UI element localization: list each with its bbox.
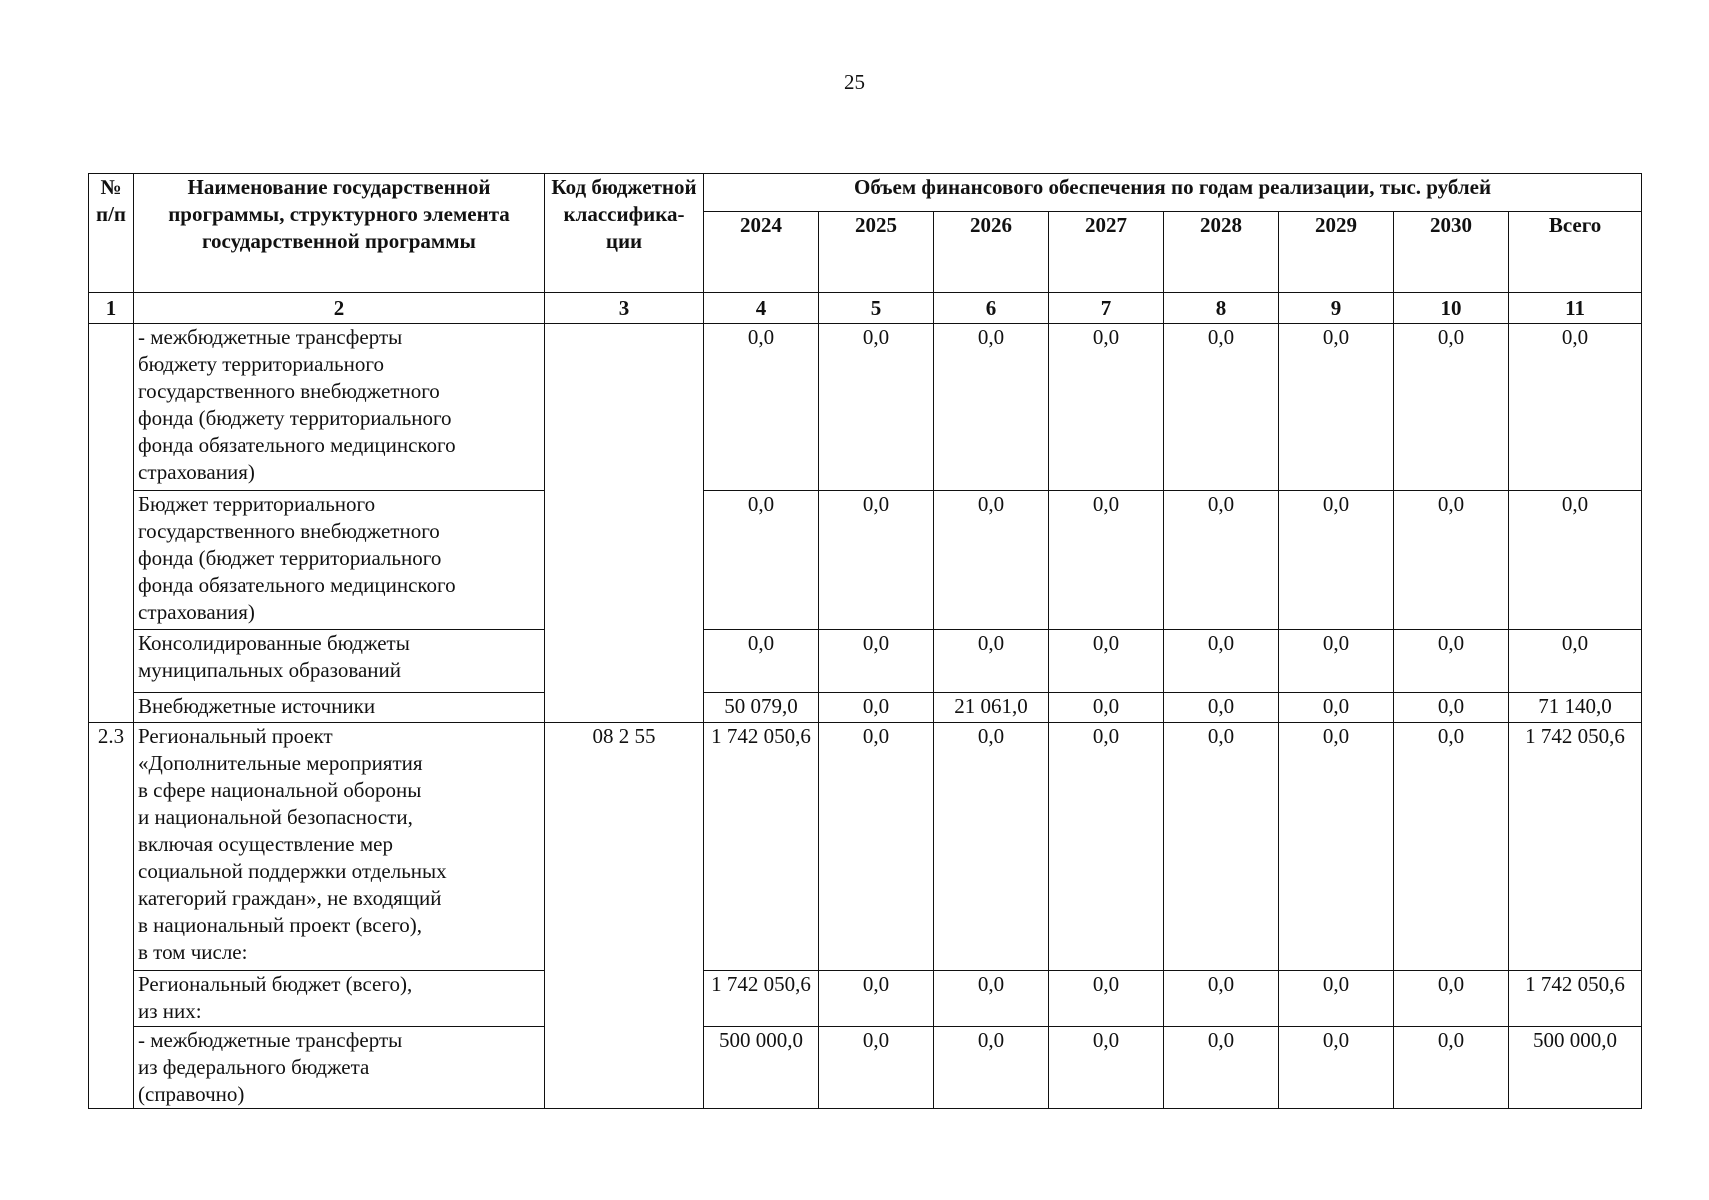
budget-table	[88, 173, 1642, 1109]
value-cell: 0,0	[1279, 491, 1394, 630]
value-cell: 0,0	[1394, 491, 1509, 630]
value-cell: 50 079,0	[704, 693, 819, 723]
value-cell: 0,0	[934, 723, 1049, 971]
value-cell: 0,0	[1164, 491, 1279, 630]
column-number: 11	[1509, 293, 1642, 324]
column-numbers-row	[89, 293, 1642, 324]
value-total-cell: 1 742 050,6	[1509, 723, 1642, 971]
value-cell: 0,0	[1394, 723, 1509, 971]
page-number: 25	[844, 70, 865, 94]
header-code: Код бюджетной классифика-ции	[545, 174, 704, 293]
value-cell: 0,0	[819, 491, 934, 630]
value-cell: 0,0	[1164, 971, 1279, 1027]
header-year: 2030	[1394, 212, 1509, 293]
value-cell: 0,0	[1279, 630, 1394, 693]
row-number-cell	[89, 324, 134, 723]
value-cell: 0,0	[1394, 630, 1509, 693]
header-volume: Объем финансового обеспечения по годам реализации, тыс. рублей	[704, 174, 1642, 212]
table-row	[89, 324, 1642, 491]
header-year: 2025	[819, 212, 934, 293]
row-code-cell	[545, 324, 704, 723]
header-name: Наименование государственной программы, структурного элемента государственной программы	[134, 174, 545, 293]
header-year: 2027	[1049, 212, 1164, 293]
value-cell: 0,0	[934, 491, 1049, 630]
row-name: Бюджет территориального государственного внебюджетного фонда (бюджет территориального фонда обязательного медицинского страхования)	[134, 491, 545, 630]
value-cell: 0,0	[819, 723, 934, 971]
column-number: 6	[934, 293, 1049, 324]
header-total: Всего	[1509, 212, 1642, 293]
value-cell: 1 742 050,6	[704, 971, 819, 1027]
value-total-cell: 500 000,0	[1509, 1027, 1642, 1109]
row-name: - межбюджетные трансферты из федерального бюджета (справочно)	[134, 1027, 545, 1109]
value-cell: 0,0	[1164, 693, 1279, 723]
value-cell: 0,0	[1279, 693, 1394, 723]
value-cell: 0,0	[819, 693, 934, 723]
value-cell: 0,0	[704, 630, 819, 693]
column-number: 5	[819, 293, 934, 324]
value-cell: 0,0	[1164, 723, 1279, 971]
column-number: 8	[1164, 293, 1279, 324]
value-cell: 0,0	[1279, 324, 1394, 491]
column-number: 7	[1049, 293, 1164, 324]
column-number: 4	[704, 293, 819, 324]
value-total-cell: 0,0	[1509, 324, 1642, 491]
value-cell: 0,0	[934, 630, 1049, 693]
value-cell: 0,0	[1279, 971, 1394, 1027]
column-number: 2	[134, 293, 545, 324]
column-number: 3	[545, 293, 704, 324]
value-cell: 0,0	[1279, 723, 1394, 971]
value-cell: 0,0	[1049, 1027, 1164, 1109]
value-cell: 0,0	[1049, 324, 1164, 491]
header-year: 2028	[1164, 212, 1279, 293]
value-cell: 0,0	[704, 491, 819, 630]
value-cell: 0,0	[1049, 971, 1164, 1027]
header-year: 2026	[934, 212, 1049, 293]
value-cell: 0,0	[704, 324, 819, 491]
value-cell: 0,0	[1164, 630, 1279, 693]
row-number: 2.3	[89, 723, 134, 1109]
row-name: Внебюджетные источники	[134, 693, 545, 723]
value-cell: 0,0	[1049, 723, 1164, 971]
value-total-cell: 0,0	[1509, 630, 1642, 693]
value-total-cell: 71 140,0	[1509, 693, 1642, 723]
value-total-cell: 0,0	[1509, 491, 1642, 630]
row-name: Консолидированные бюджеты муниципальных образований	[134, 630, 545, 693]
value-cell: 0,0	[1049, 693, 1164, 723]
value-cell: 0,0	[1164, 1027, 1279, 1109]
value-cell: 0,0	[1049, 630, 1164, 693]
table-row	[89, 630, 1642, 693]
column-number: 10	[1394, 293, 1509, 324]
column-number: 1	[89, 293, 134, 324]
value-cell: 21 061,0	[934, 693, 1049, 723]
value-cell: 1 742 050,6	[704, 723, 819, 971]
value-cell: 0,0	[1394, 1027, 1509, 1109]
value-cell: 0,0	[934, 324, 1049, 491]
value-total-cell: 1 742 050,6	[1509, 971, 1642, 1027]
value-cell: 0,0	[1394, 971, 1509, 1027]
table-row	[89, 491, 1642, 630]
table-row	[89, 1027, 1642, 1109]
header-year: 2024	[704, 212, 819, 293]
row-name: - межбюджетные трансферты бюджету территориального государственного внебюджетного фонда (бюджету территориального фонда обязательного медицинского страхования)	[134, 324, 545, 491]
column-number: 9	[1279, 293, 1394, 324]
value-cell: 0,0	[934, 1027, 1049, 1109]
table-row	[89, 971, 1642, 1027]
row-code: 08 2 55	[545, 723, 704, 1109]
header-num: № п/п	[89, 174, 134, 293]
value-cell: 0,0	[1394, 324, 1509, 491]
table-row	[89, 693, 1642, 723]
row-name: Региональный бюджет (всего), из них:	[134, 971, 545, 1027]
value-cell: 0,0	[1279, 1027, 1394, 1109]
value-cell: 0,0	[1394, 693, 1509, 723]
value-cell: 0,0	[1049, 491, 1164, 630]
row-name: Региональный проект «Дополнительные мероприятия в сфере национальной обороны и национальной безопасности, включая осуществление мер социальной поддержки отдельных категорий граждан», не входящий в национальный проект (всего), в том числе:	[134, 723, 545, 971]
value-cell: 0,0	[934, 971, 1049, 1027]
value-cell: 0,0	[819, 630, 934, 693]
value-cell: 0,0	[819, 324, 934, 491]
value-cell: 0,0	[819, 1027, 934, 1109]
value-cell: 0,0	[819, 971, 934, 1027]
value-cell: 0,0	[1164, 324, 1279, 491]
header-row	[89, 174, 1642, 212]
value-cell: 500 000,0	[704, 1027, 819, 1109]
table-row	[89, 723, 1642, 971]
header-year: 2029	[1279, 212, 1394, 293]
